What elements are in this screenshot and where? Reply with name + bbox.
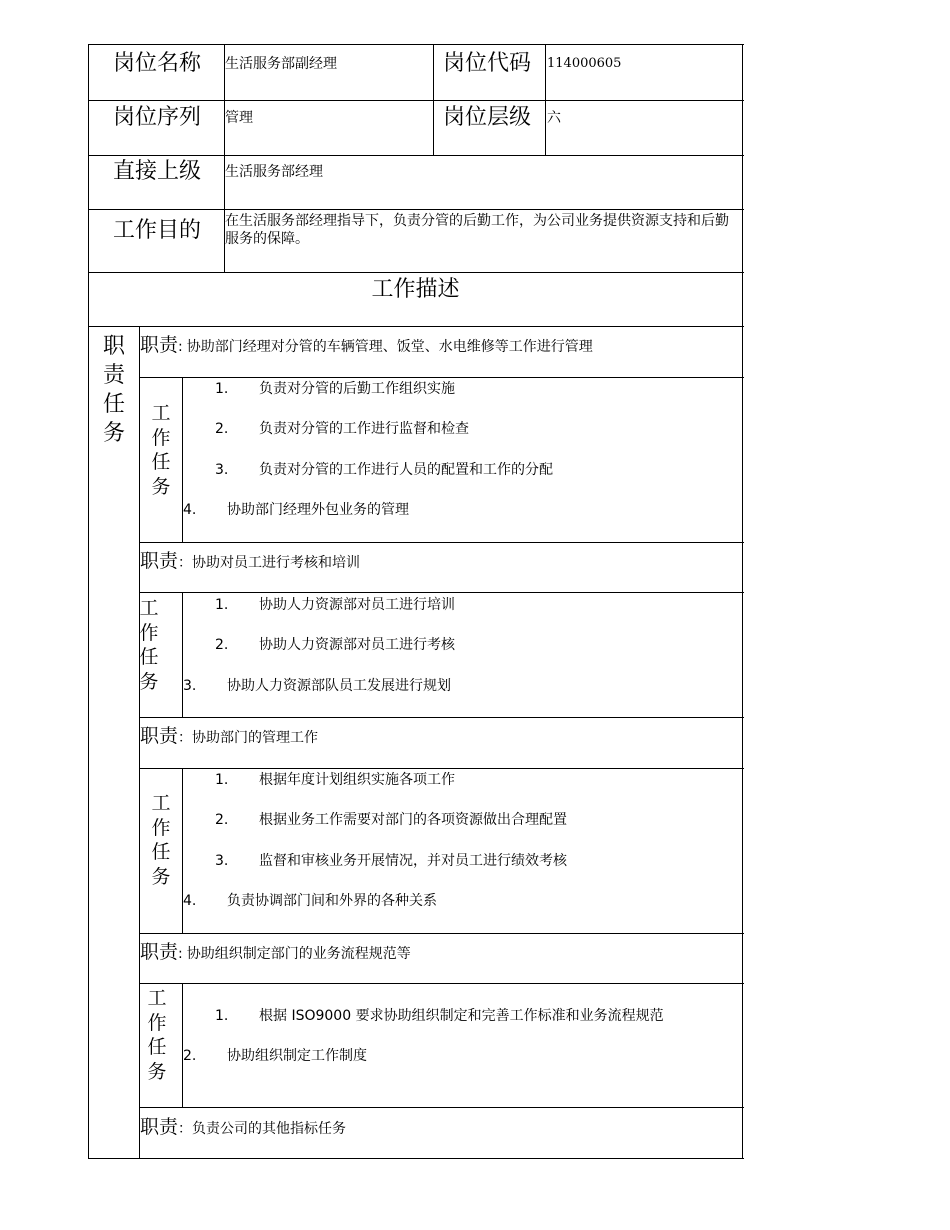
table-border-right: [742, 44, 743, 1159]
col-divider: [182, 592, 183, 718]
responsibility-row: 职责: 协助组织制定部门的业务流程规范等: [140, 941, 411, 963]
supervisor-value: 生活服务部经理: [225, 164, 323, 180]
row-divider: [139, 933, 744, 934]
task-item: 1. 根据年度计划组织实施各项工作: [215, 772, 455, 788]
position-code-label: 岗位代码: [443, 51, 532, 76]
task-item: 4. 负责协调部门间和外界的各种关系: [183, 893, 437, 909]
responsibility-row: 职责：协助对员工进行考核和培训: [140, 550, 361, 572]
task-item: 2. 根据业务工作需要对部门的各项资源做出合理配置: [215, 812, 567, 828]
row-divider: [139, 542, 744, 543]
row-divider: [88, 100, 744, 101]
section-title: 工作描述: [371, 277, 460, 302]
task-item: 2. 负责对分管的工作进行监督和检查: [215, 421, 469, 437]
task-item: 1. 负责对分管的后勤工作组织实施: [215, 381, 455, 397]
task-label: 工 作 任 务: [151, 402, 171, 498]
row-divider: [88, 272, 744, 273]
task-item: 3. 监督和审核业务开展情况，并对员工进行绩效考核: [215, 853, 567, 869]
responsibility-row: 职责：负责公司的其他指标任务: [140, 1116, 347, 1138]
supervisor-label: 直接上级: [113, 159, 202, 184]
row-divider: [139, 717, 744, 718]
position-code-value: 114000605: [547, 56, 622, 71]
row-divider: [139, 1107, 744, 1108]
table-border-bottom: [88, 1158, 744, 1159]
position-name-value: 生活服务部副经理: [225, 56, 337, 72]
row-divider: [139, 377, 744, 378]
table-border-top: [88, 44, 744, 45]
task-label: 工 作 任 务: [139, 597, 159, 693]
task-item: 1. 根据 ISO9000 要求协助组织制定和完善工作标准和业务流程规范: [215, 1008, 664, 1024]
position-series-label: 岗位序列: [113, 105, 202, 130]
position-name-label: 岗位名称: [113, 51, 202, 76]
task-item: 4. 协助部门经理外包业务的管理: [183, 502, 409, 518]
purpose-value: 在生活服务部经理指导下，负责分管的后勤工作，为公司业务提供资源支持和后勤服务的保障。: [225, 213, 729, 247]
row-divider: [88, 326, 744, 327]
col-divider: [545, 44, 546, 156]
task-label: 工 作 任 务: [151, 792, 171, 888]
task-item: 3. 负责对分管的工作进行人员的配置和工作的分配: [215, 462, 553, 478]
task-item: 3. 协助人力资源部队员工发展进行规划: [183, 678, 451, 694]
row-divider: [88, 209, 744, 210]
col-divider: [182, 983, 183, 1108]
row-divider: [139, 768, 744, 769]
task-label: 工 作 任 务: [147, 987, 167, 1083]
task-item: 2. 协助组织制定工作制度: [183, 1048, 367, 1064]
row-divider: [88, 155, 744, 156]
duties-label: 职 责 任 务: [102, 334, 125, 446]
table-border-left: [88, 44, 89, 1159]
position-level-value: 六: [547, 110, 561, 126]
responsibility-row: 职责：协助部门的管理工作: [140, 725, 319, 747]
position-series-value: 管理: [225, 110, 253, 126]
task-item: 1. 协助人力资源部对员工进行培训: [215, 597, 455, 613]
task-item: 2. 协助人力资源部对员工进行考核: [215, 637, 455, 653]
col-divider: [433, 44, 434, 156]
responsibility-row: 职责: 协助部门经理对分管的车辆管理、饭堂、水电维修等工作进行管理: [140, 334, 593, 356]
purpose-label: 工作目的: [113, 218, 202, 243]
row-divider: [139, 592, 744, 593]
position-level-label: 岗位层级: [443, 105, 532, 130]
row-divider: [139, 983, 744, 984]
